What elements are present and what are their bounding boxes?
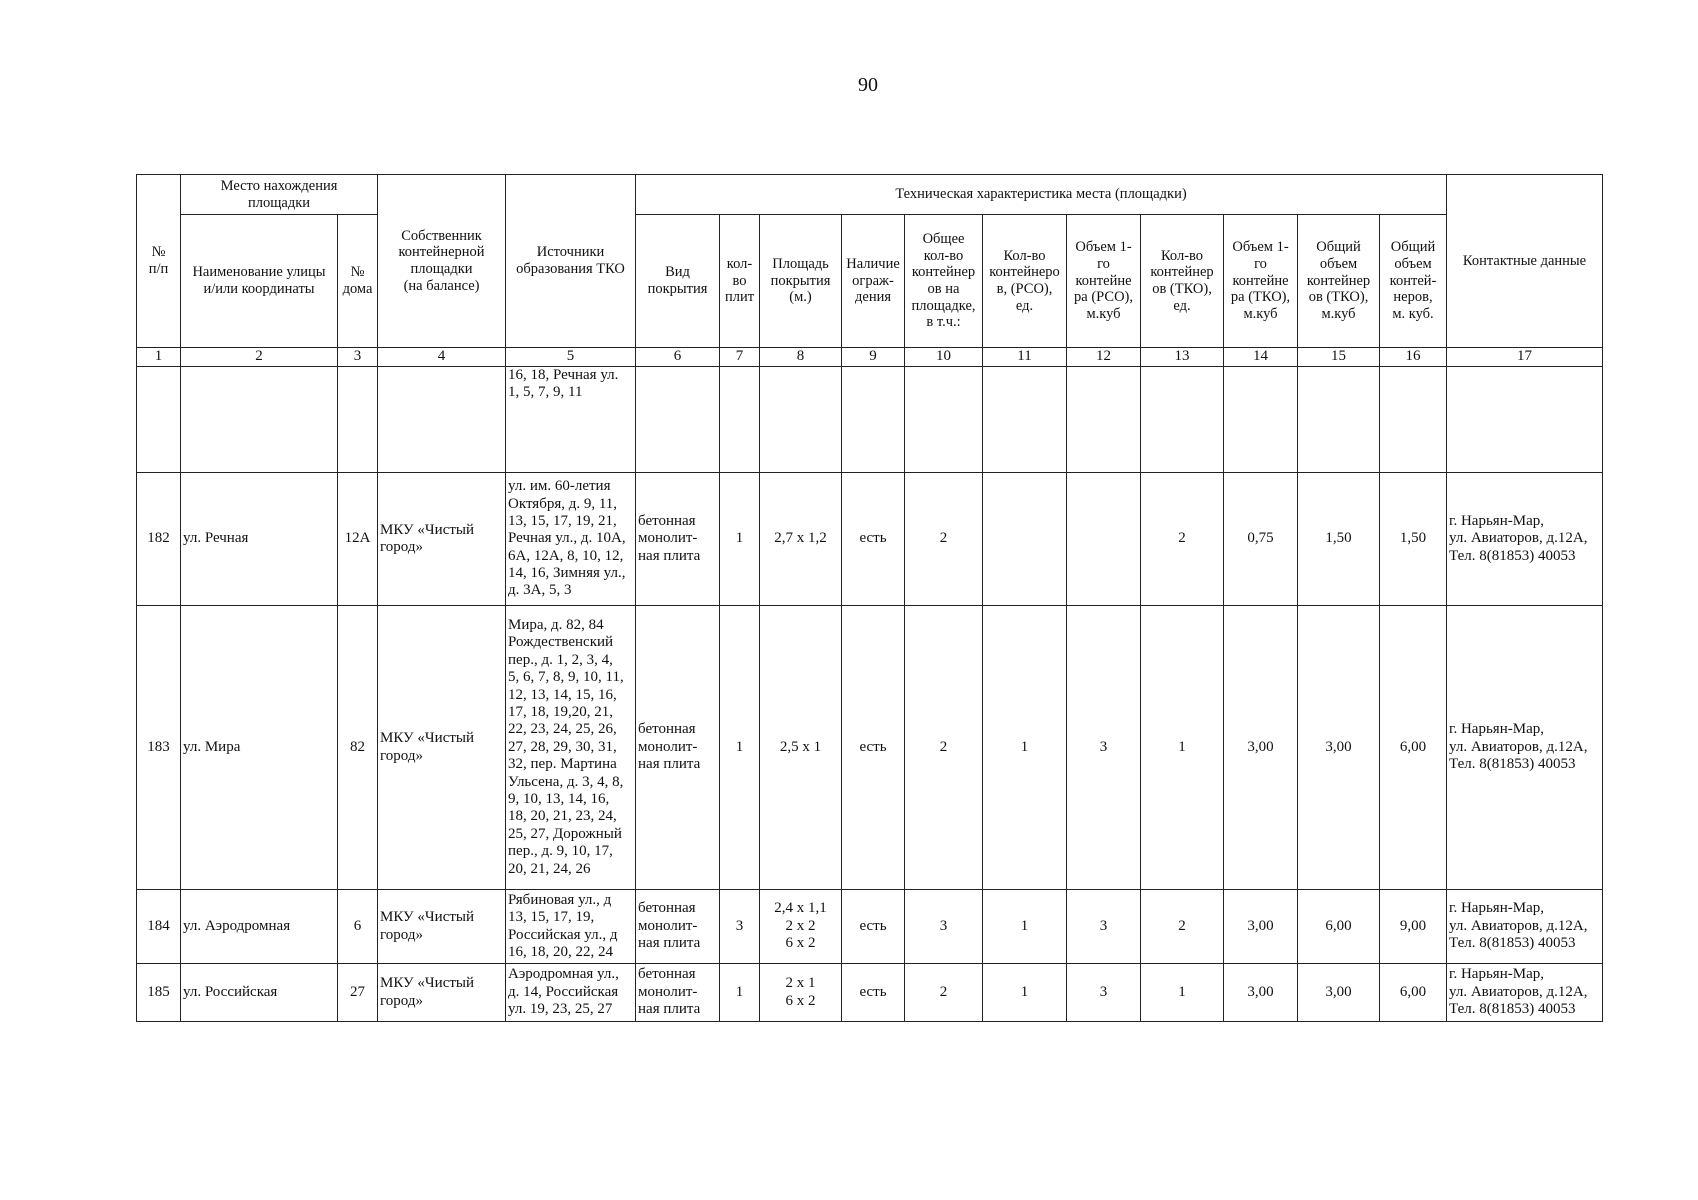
contacts-cell: г. Нарьян-Мар, ул. Авиаторов, д.12А, Тел. 8(81853) 40053 <box>1447 606 1603 890</box>
street-cell: ул. Аэродромная <box>181 890 338 964</box>
table-cell <box>1447 367 1603 473</box>
total-containers-cell: 3 <box>905 890 983 964</box>
row-number: 182 <box>137 473 181 606</box>
header-house: № дома <box>338 215 378 348</box>
header-fence: Наличие ограж- дения <box>842 215 905 348</box>
column-number: 7 <box>720 348 760 367</box>
sources-cell: Мира, д. 82, 84 Рождественский пер., д. 1, 2, 3, 4, 5, 6, 7, 8, 9, 10, 11, 12, 13, 14, 15, 16, 17, 18, 19,20, 21, 22, 23, 24, 25, 26, 27, 28, 29, 30, 31, 32, пер. Мартина Ульсена, д. 3, 4, 8, 9, 10, 13, 14, 16, 18, 20, 21, 23, 24, 25, 27, Дорожный пер., д. 9, 10, 17, 20, 21, 24, 26 <box>506 606 636 890</box>
sources-cell: Рябиновая ул., д 13, 15, 17, 19, Российская ул., д 16, 18, 20, 22, 24 <box>506 890 636 964</box>
sources-cell: 16, 18, Речная ул. 1, 5, 7, 9, 11 <box>506 367 636 473</box>
total-volume-cell: 6,00 <box>1380 606 1447 890</box>
tko-total-volume-cell: 1,50 <box>1298 473 1380 606</box>
street-cell: ул. Российская <box>181 964 338 1022</box>
row-number: 184 <box>137 890 181 964</box>
header-street: Наименование улицы и/или координаты <box>181 215 338 348</box>
sources-cell: Аэродромная ул., д. 14, Российская ул. 19, 23, 25, 27 <box>506 964 636 1022</box>
owner-cell: МКУ «Чистый город» <box>378 890 506 964</box>
table-row <box>137 964 1603 1022</box>
rso-volume1-cell: 3 <box>1067 606 1141 890</box>
tko-count-cell: 2 <box>1141 890 1224 964</box>
header-total-containers: Общее кол-во контейнер ов на площадке, в т.ч.: <box>905 215 983 348</box>
area-cell: 2,7 х 1,2 <box>760 473 842 606</box>
rso-count-cell: 1 <box>983 890 1067 964</box>
header-location-group: Место нахождения площадки <box>181 175 378 215</box>
column-number: 16 <box>1380 348 1447 367</box>
fence-cell: есть <box>842 606 905 890</box>
header-tko-count: Кол-во контейнер ов (ТКО), ед. <box>1141 215 1224 348</box>
header-sources: Источники образования ТКО <box>506 175 636 348</box>
tko-count-cell: 1 <box>1141 964 1224 1022</box>
page-number: 90 <box>858 74 878 96</box>
table-cell <box>636 367 720 473</box>
street-cell: ул. Речная <box>181 473 338 606</box>
continuation-row <box>137 367 1603 473</box>
rso-count-cell: 1 <box>983 606 1067 890</box>
sources-cell: ул. им. 60-летия Октября, д. 9, 11, 13, 15, 17, 19, 21, Речная ул., д. 10А, 6А, 12А, 8, 10, 12, 14, 16, Зимняя ул., д. 3А, 5, 3 <box>506 473 636 606</box>
table-row <box>137 890 1603 964</box>
contacts-cell: г. Нарьян-Мар, ул. Авиаторов, д.12А, Тел. 8(81853) 40053 <box>1447 473 1603 606</box>
table-cell <box>1380 367 1447 473</box>
column-number: 1 <box>137 348 181 367</box>
header-num: № п/п <box>137 175 181 348</box>
table-cell <box>378 367 506 473</box>
contacts-cell: г. Нарьян-Мар, ул. Авиаторов, д.12А, Тел. 8(81853) 40053 <box>1447 890 1603 964</box>
header-rso-count: Кол-во контейнеро в, (РСО), ед. <box>983 215 1067 348</box>
house-cell: 6 <box>338 890 378 964</box>
fence-cell: есть <box>842 964 905 1022</box>
tko-count-cell: 1 <box>1141 606 1224 890</box>
column-number: 3 <box>338 348 378 367</box>
header-tko-volume1: Объем 1- го контейне ра (ТКО), м.куб <box>1224 215 1298 348</box>
cover-cell: бетонная монолит- ная плита <box>636 606 720 890</box>
header-tko-total-volume: Общий объем контейнер ов (ТКО), м.куб <box>1298 215 1380 348</box>
column-number: 4 <box>378 348 506 367</box>
tko-total-volume-cell: 3,00 <box>1298 606 1380 890</box>
table-cell <box>905 367 983 473</box>
tko-total-volume-cell: 6,00 <box>1298 890 1380 964</box>
column-number: 8 <box>760 348 842 367</box>
rso-count-cell <box>983 473 1067 606</box>
column-number-row <box>137 348 1603 367</box>
owner-cell: МКУ «Чистый город» <box>378 964 506 1022</box>
header-area: Площадь покрытия (м.) <box>760 215 842 348</box>
tko-volume1-cell: 0,75 <box>1224 473 1298 606</box>
column-number: 15 <box>1298 348 1380 367</box>
table-cell <box>1067 367 1141 473</box>
table-cell <box>720 367 760 473</box>
column-number: 11 <box>983 348 1067 367</box>
total-volume-cell: 1,50 <box>1380 473 1447 606</box>
tko-volume1-cell: 3,00 <box>1224 890 1298 964</box>
owner-cell: МКУ «Чистый город» <box>378 473 506 606</box>
column-number: 2 <box>181 348 338 367</box>
table-cell <box>1224 367 1298 473</box>
row-number: 183 <box>137 606 181 890</box>
total-volume-cell: 6,00 <box>1380 964 1447 1022</box>
fence-cell: есть <box>842 473 905 606</box>
column-number: 17 <box>1447 348 1603 367</box>
table-row <box>137 473 1603 606</box>
header-contacts: Контактные данные <box>1447 175 1603 348</box>
header-owner: Собственник контейнерной площадки (на балансе) <box>378 175 506 348</box>
house-cell: 82 <box>338 606 378 890</box>
table-cell <box>1141 367 1224 473</box>
table-cell <box>983 367 1067 473</box>
area-cell: 2,5 х 1 <box>760 606 842 890</box>
area-cell: 2,4 х 1,1 2 х 2 6 х 2 <box>760 890 842 964</box>
table-cell <box>181 367 338 473</box>
cover-cell: бетонная монолит- ная плита <box>636 964 720 1022</box>
total-volume-cell: 9,00 <box>1380 890 1447 964</box>
slabs-cell: 3 <box>720 890 760 964</box>
header-tech-group: Техническая характеристика места (площадки) <box>636 175 1447 215</box>
column-number: 5 <box>506 348 636 367</box>
table-row <box>137 606 1603 890</box>
table-cell <box>338 367 378 473</box>
tko-total-volume-cell: 3,00 <box>1298 964 1380 1022</box>
tko-count-cell: 2 <box>1141 473 1224 606</box>
cover-cell: бетонная монолит- ная плита <box>636 473 720 606</box>
area-cell: 2 х 1 6 х 2 <box>760 964 842 1022</box>
contacts-cell: г. Нарьян-Мар, ул. Авиаторов, д.12А, Тел. 8(81853) 40053 <box>1447 964 1603 1022</box>
row-number: 185 <box>137 964 181 1022</box>
rso-volume1-cell <box>1067 473 1141 606</box>
total-containers-cell: 2 <box>905 964 983 1022</box>
header-rso-volume1: Объем 1- го контейне ра (РСО), м.куб <box>1067 215 1141 348</box>
rso-volume1-cell: 3 <box>1067 964 1141 1022</box>
house-cell: 27 <box>338 964 378 1022</box>
rso-volume1-cell: 3 <box>1067 890 1141 964</box>
fence-cell: есть <box>842 890 905 964</box>
cover-cell: бетонная монолит- ная плита <box>636 890 720 964</box>
street-cell: ул. Мира <box>181 606 338 890</box>
slabs-cell: 1 <box>720 606 760 890</box>
total-containers-cell: 2 <box>905 473 983 606</box>
container-sites-table <box>136 174 1603 1022</box>
table-cell <box>1298 367 1380 473</box>
column-number: 6 <box>636 348 720 367</box>
column-number: 9 <box>842 348 905 367</box>
column-number: 13 <box>1141 348 1224 367</box>
tko-volume1-cell: 3,00 <box>1224 606 1298 890</box>
column-number: 10 <box>905 348 983 367</box>
slabs-cell: 1 <box>720 964 760 1022</box>
header-slabs: кол- во плит <box>720 215 760 348</box>
header-cover-type: Вид покрытия <box>636 215 720 348</box>
tko-volume1-cell: 3,00 <box>1224 964 1298 1022</box>
column-number: 14 <box>1224 348 1298 367</box>
rso-count-cell: 1 <box>983 964 1067 1022</box>
column-number: 12 <box>1067 348 1141 367</box>
slabs-cell: 1 <box>720 473 760 606</box>
house-cell: 12А <box>338 473 378 606</box>
table-cell <box>137 367 181 473</box>
table-cell <box>842 367 905 473</box>
total-containers-cell: 2 <box>905 606 983 890</box>
owner-cell: МКУ «Чистый город» <box>378 606 506 890</box>
table-cell <box>760 367 842 473</box>
header-total-volume: Общий объем контей- неров, м. куб. <box>1380 215 1447 348</box>
